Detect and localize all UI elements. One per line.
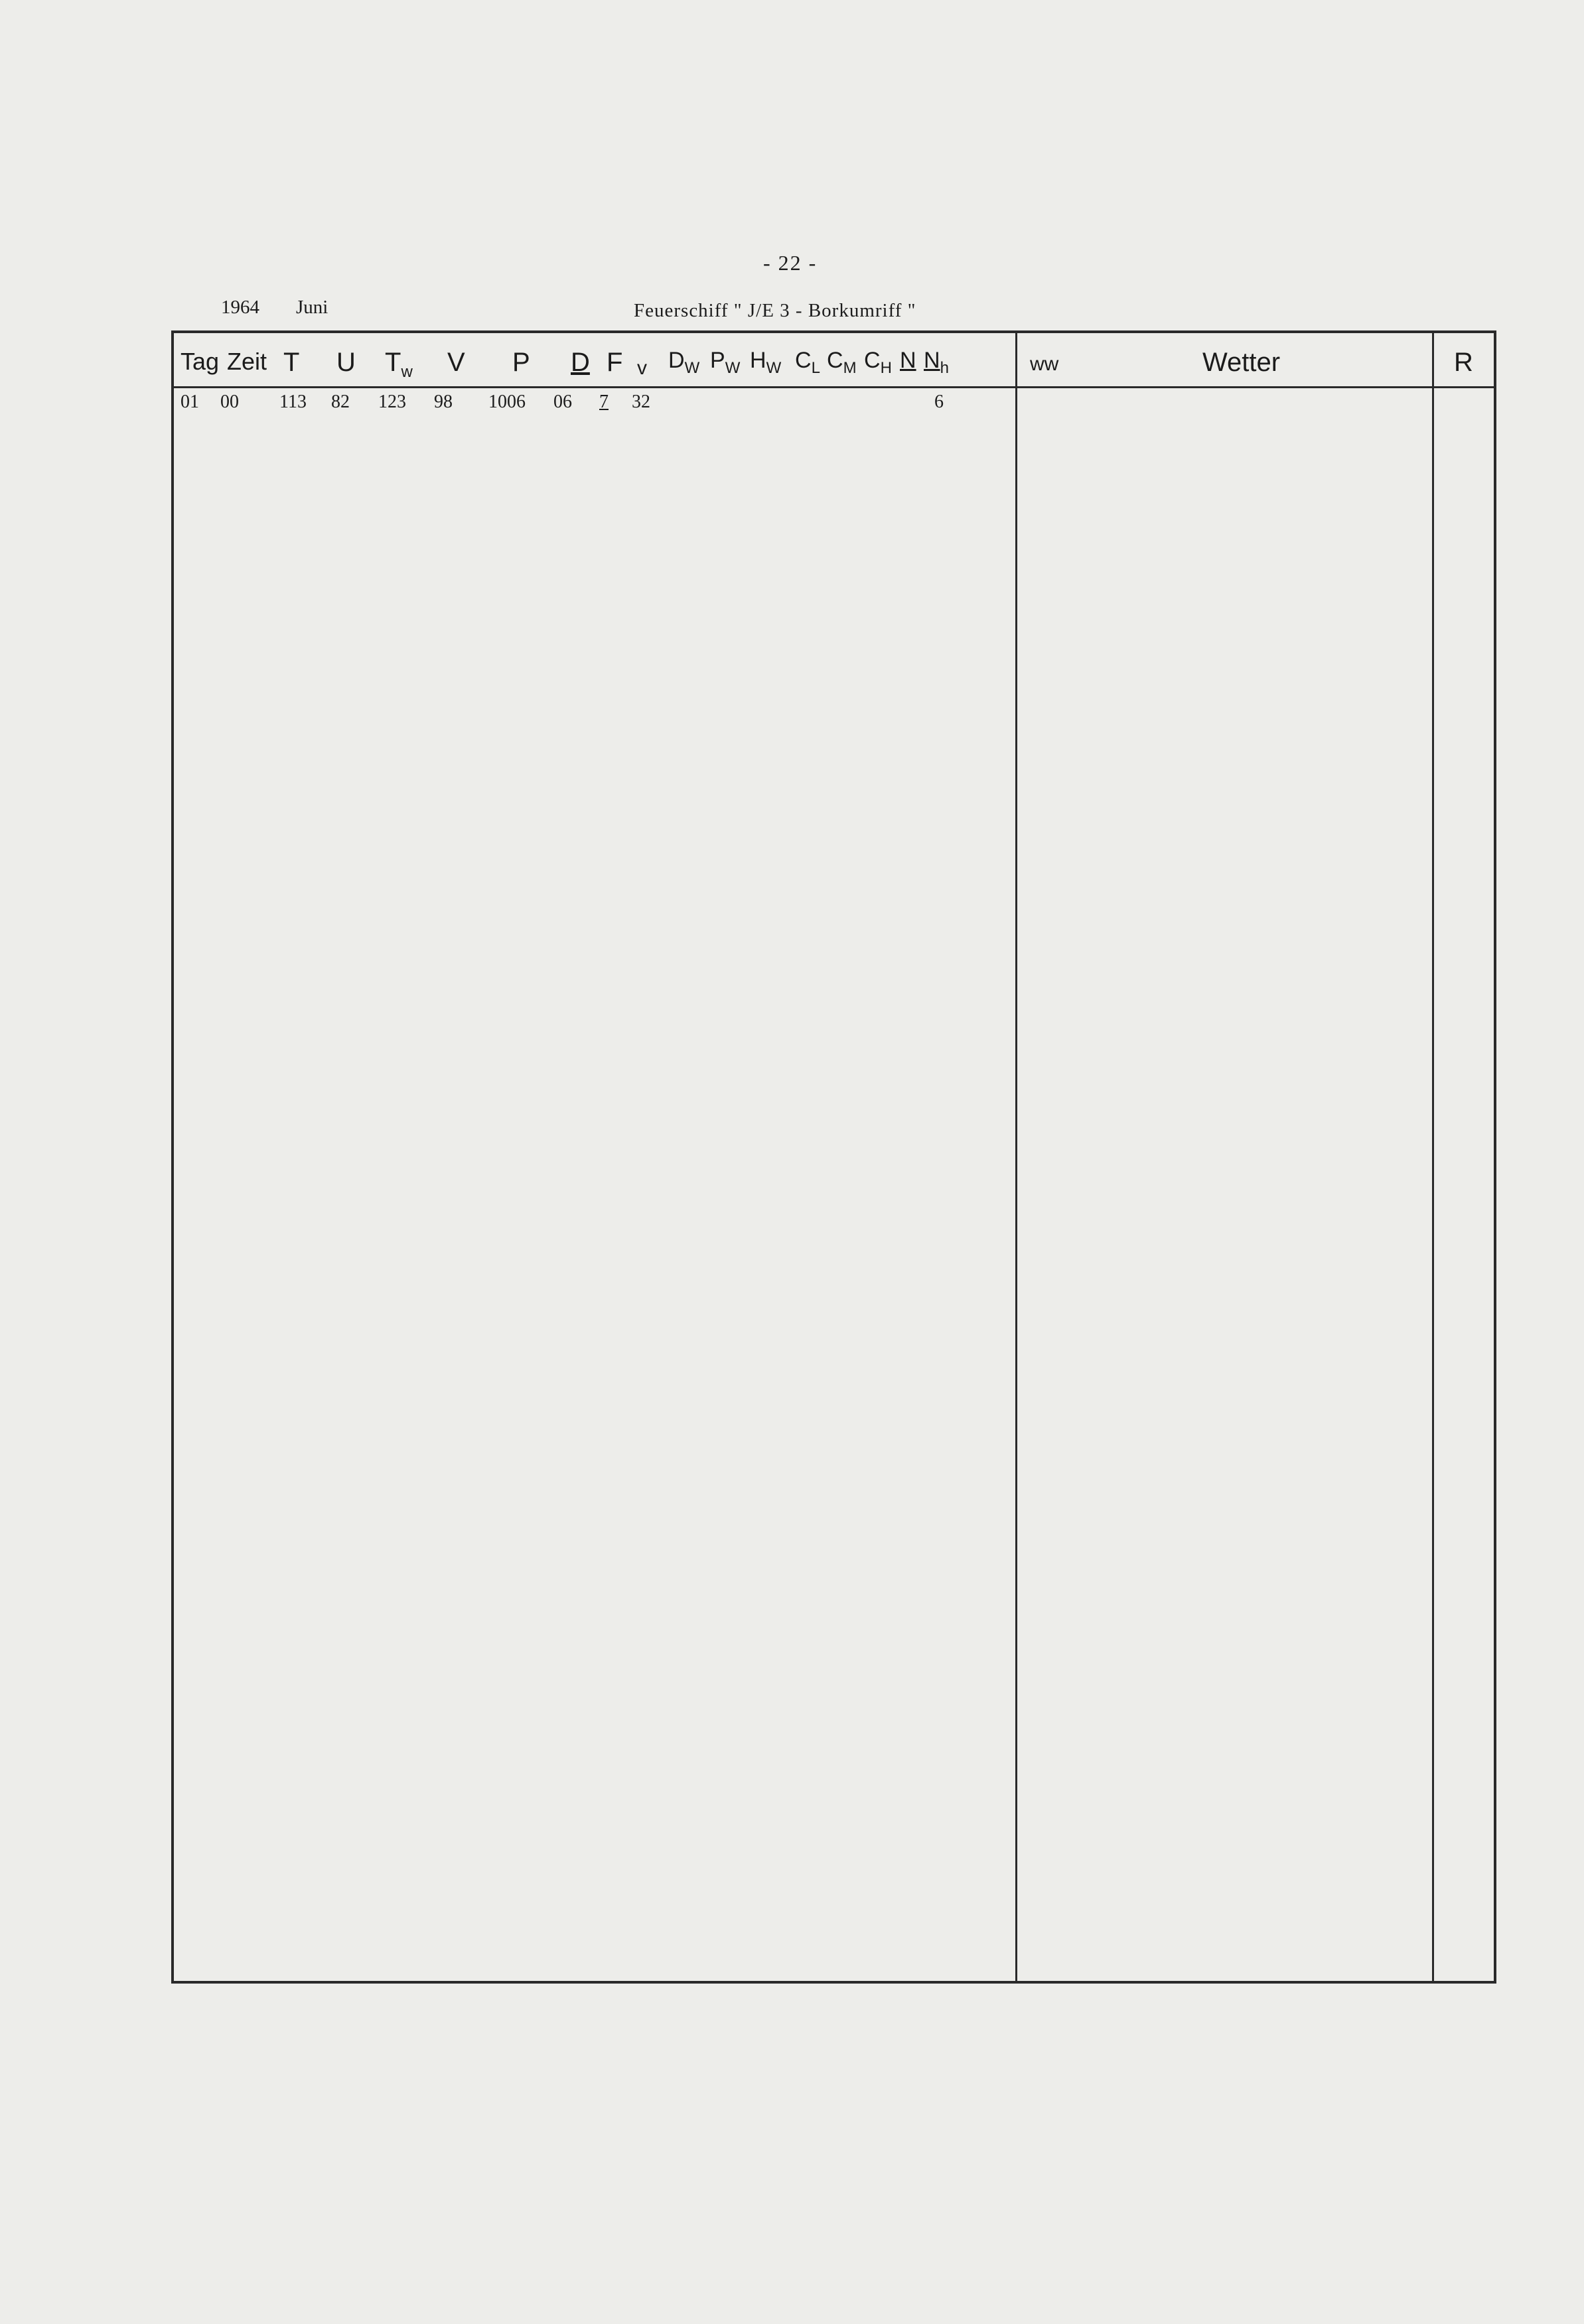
col-header-f: F — [607, 348, 623, 377]
col-header-t: T — [283, 348, 300, 377]
col-header-v-small: v — [637, 357, 647, 379]
col-header-p: P — [512, 348, 530, 377]
col-header-ww: ww — [1030, 353, 1059, 375]
header-month: Juni — [296, 297, 328, 318]
col-header-tw: $T_w$ — [385, 348, 413, 381]
table-cell: 7 — [599, 392, 609, 412]
day-label: 01 — [180, 392, 199, 412]
col-header-nh: $N_h$ — [924, 348, 949, 377]
table-cell: 1006 — [488, 392, 526, 412]
col-header-u: U — [336, 348, 356, 377]
col-header-pw: $P_W$ — [710, 348, 741, 377]
table-cell: 113 — [279, 392, 307, 412]
col-header-d: D — [571, 348, 590, 377]
col-header-wetter: Wetter — [1202, 348, 1281, 377]
table-cell: 32 — [632, 392, 650, 412]
table-cell: 98 — [434, 392, 453, 412]
col-header-zeit: Zeit — [227, 348, 267, 375]
col-header-cl: $C_L$ — [795, 348, 820, 377]
table-cell: 00 — [220, 392, 239, 412]
header-ship-name: Feuerschiff " J/E 3 - Borkumriff " — [634, 300, 916, 321]
col-header-ch: $C_H$ — [864, 348, 892, 377]
table-cell: 123 — [378, 392, 406, 412]
col-header-hw: $H_W$ — [750, 348, 782, 377]
col-header-r: R — [1454, 348, 1473, 377]
header-rule — [174, 386, 1494, 388]
divider-ww — [1015, 333, 1017, 1981]
col-header-dw: $D_W$ — [668, 348, 700, 377]
table-cell: 6 — [934, 392, 944, 412]
header-year: 1964 — [221, 297, 259, 318]
divider-r — [1432, 333, 1434, 1981]
table-cell: 06 — [553, 392, 572, 412]
col-header-tag: Tag — [180, 348, 220, 375]
page-number: - 22 - — [763, 251, 818, 275]
col-header-cm: $C_M$ — [827, 348, 857, 377]
table-cell: 82 — [331, 392, 350, 412]
col-header-v: V — [447, 348, 465, 377]
col-header-n: N — [900, 348, 916, 373]
weather-log-table — [171, 330, 1496, 1984]
